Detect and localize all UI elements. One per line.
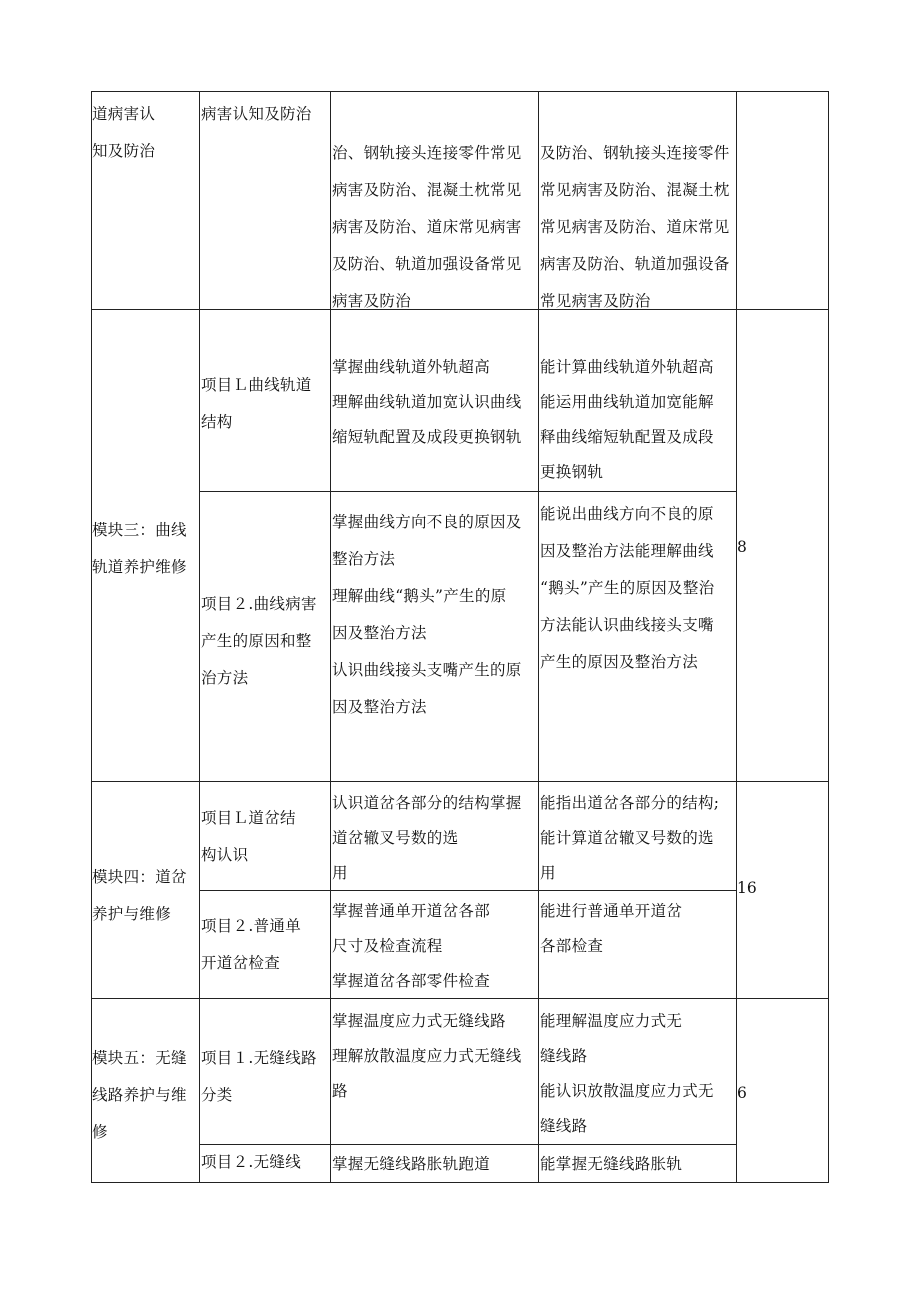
module4-p2-skill: 能进行普通单开道岔 各部检查 bbox=[540, 902, 683, 955]
module-name-r1: 道病害认 知及防治 bbox=[92, 105, 156, 160]
module4-name: 模块四：道岔 养护与维修 bbox=[92, 868, 187, 923]
module3-name: 模块三：曲线 轨道养护维修 bbox=[92, 521, 187, 576]
module3-p1-skill: 能计算曲线轨道外轨超高 能运用曲线轨道加宽能解 释曲线缩短轨配置及成段 更换钢轨 bbox=[540, 358, 714, 481]
module5-p2-project: 项目２.无缝线 bbox=[201, 1153, 302, 1171]
cell-module5-hours bbox=[736, 998, 829, 1183]
project-name-r1: 病害认知及防治 bbox=[201, 105, 312, 123]
skill-text-r1: 及防治、钢轨接头连接零件 常见病害及防治、混凝土枕 常见病害及防治、道床常见 病害及防治、轨道加强设备 常见病害及防治 bbox=[540, 144, 730, 310]
cell-module3-hours bbox=[736, 309, 829, 782]
module3-hours: 8 bbox=[737, 538, 747, 556]
module5-name: 模块五：无缝 线路养护与维 修 bbox=[92, 1049, 187, 1141]
module3-p2-project: 项目２.曲线病害 产生的原因和整 治方法 bbox=[201, 595, 317, 687]
module5-p2-knowledge: 掌握无缝线路胀轨跑道 bbox=[332, 1155, 491, 1173]
module4-p1-project: 项目Ｌ道岔结 构认识 bbox=[201, 809, 296, 864]
module4-p2-knowledge: 掌握普通单开道岔各部 尺寸及检查流程 掌握道岔各部零件检查 bbox=[332, 902, 491, 990]
knowledge-text-r1: 治、钢轨接头连接零件常见 病害及防治、混凝土枕常见 病害及防治、道床常见病害 及防治、轨道加强设备常见 病害及防治 bbox=[332, 144, 522, 310]
module3-p2-knowledge: 掌握曲线方向不良的原因及 整治方法 理解曲线“鹅头”产生的原 因及整治方法 认识曲线接头支嘴产生的原 因及整治方法 bbox=[332, 513, 522, 716]
module5-hours: 6 bbox=[737, 1084, 747, 1102]
module4-p2-project: 项目２.普通单 开道岔检查 bbox=[201, 917, 302, 972]
module3-p1-knowledge: 掌握曲线轨道外轨超高 理解曲线轨道加宽认识曲线 缩短轨配置及成段更换钢轨 bbox=[332, 358, 522, 446]
module5-p2-skill: 能掌握无缝线路胀轨 bbox=[540, 1155, 683, 1173]
module4-p1-knowledge: 认识道岔各部分的结构掌握 道岔辙叉号数的选 用 bbox=[332, 794, 522, 882]
module5-p1-project: 项目１.无缝线路 分类 bbox=[201, 1049, 317, 1104]
module3-p2-skill: 能说出曲线方向不良的原 因及整治方法能理解曲线 “鹅头”产生的原因及整治 方法能认识曲线接头支嘴 产生的原因及整治方法 bbox=[540, 505, 715, 671]
cell-hours-r1 bbox=[736, 91, 829, 310]
module3-p1-project: 项目Ｌ曲线轨道 结构 bbox=[201, 376, 312, 431]
module4-p1-skill: 能指出道岔各部分的结构; 能计算道岔辙叉号数的选 用 bbox=[540, 794, 720, 882]
module5-p1-skill: 能理解温度应力式无 缝线路 能认识放散温度应力式无 缝线路 bbox=[540, 1012, 714, 1135]
module5-p1-knowledge: 掌握温度应力式无缝线路 理解放散温度应力式无缝线 路 bbox=[332, 1012, 522, 1100]
module4-hours: 16 bbox=[737, 879, 757, 897]
